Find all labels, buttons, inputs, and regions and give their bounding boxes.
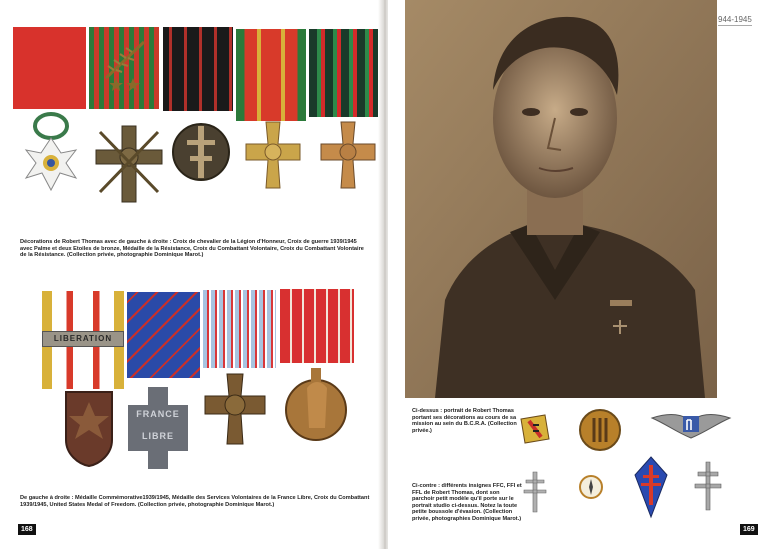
liberation-clasp: LIBERATION — [42, 331, 124, 347]
lorraine-cross-small-icon — [523, 470, 547, 514]
medal-freedom-medal — [283, 368, 349, 446]
shield-lorraine-badge-icon — [633, 455, 669, 519]
resistance-medal — [171, 112, 231, 184]
france-libre-cross — [128, 387, 188, 469]
combattant-cross — [201, 372, 269, 446]
winged-badge-icon — [650, 408, 732, 444]
header-tag: 944-1945 — [718, 15, 752, 24]
palm-icon — [104, 40, 146, 80]
page-number-right: 169 — [740, 524, 758, 535]
portrait-photo — [405, 0, 717, 398]
page-number-left: 168 — [18, 524, 36, 535]
medal-freedom-ribbon — [280, 289, 354, 363]
cvr-ribbon — [309, 29, 380, 117]
resistance-ribbon — [163, 27, 233, 111]
cross-text-bottom: LIBRE — [142, 431, 174, 441]
legion-honneur-ribbon — [13, 27, 86, 109]
bronze-star-icon — [110, 78, 140, 92]
cvr-cross — [315, 120, 381, 190]
legion-honneur-medal — [16, 108, 86, 198]
commemorative-medal — [62, 388, 116, 468]
left-page — [0, 0, 384, 549]
croix-guerre-medal — [92, 122, 166, 206]
combattant-volontaire-ribbon — [236, 29, 306, 121]
caption-top-medals: Décorations de Robert Thomas avec de gauche à droite : Croix de chevalier de la Légion d'Honneur, Croix de guerre 1939/1945 avec Palme et deux Etoiles de bronze, Médaille de la Résistance, Croix du Combattant Volontaire, Croix du Combattant Volontaire de la Résistance. (Collection privée, photographie Dominique Marot.) — [20, 239, 364, 259]
combattant-volontaire-cross — [240, 120, 306, 190]
combattant-ribbon — [203, 290, 276, 368]
caption-insignia: Ci-contre : différents insignes FFC, FFI et FFL de Robert Thomas, dont son parchoir petit modèle qu'il porte sur le portrait studio ci-dessus. Notez la toute petite boussole d'évasion. (Collection privée, photographies Dominique Marot.) — [412, 483, 522, 522]
round-pin-icon — [578, 408, 622, 452]
compass-icon — [578, 474, 604, 500]
cross-text-top: FRANCE — [136, 409, 180, 419]
france-libre-ribbon — [127, 292, 200, 378]
caption-bottom-medals: De gauche à droite : Médaille Commémorative1939/1945, Médaille des Services Volontaires de la France Libre, Croix du Combattant 1939/1945, United States Medal of Freedom. (Collection privée, photographie Dominique Marot.) — [20, 495, 370, 508]
caption-portrait: Ci-dessus : portrait de Robert Thomas portant ses décorations au cours de sa mission au sein du B.C.R.A. (Collection privée.) — [412, 408, 517, 434]
ffi-badge-icon — [517, 411, 553, 447]
right-page — [388, 0, 771, 549]
lorraine-cross-large-icon — [693, 460, 723, 512]
